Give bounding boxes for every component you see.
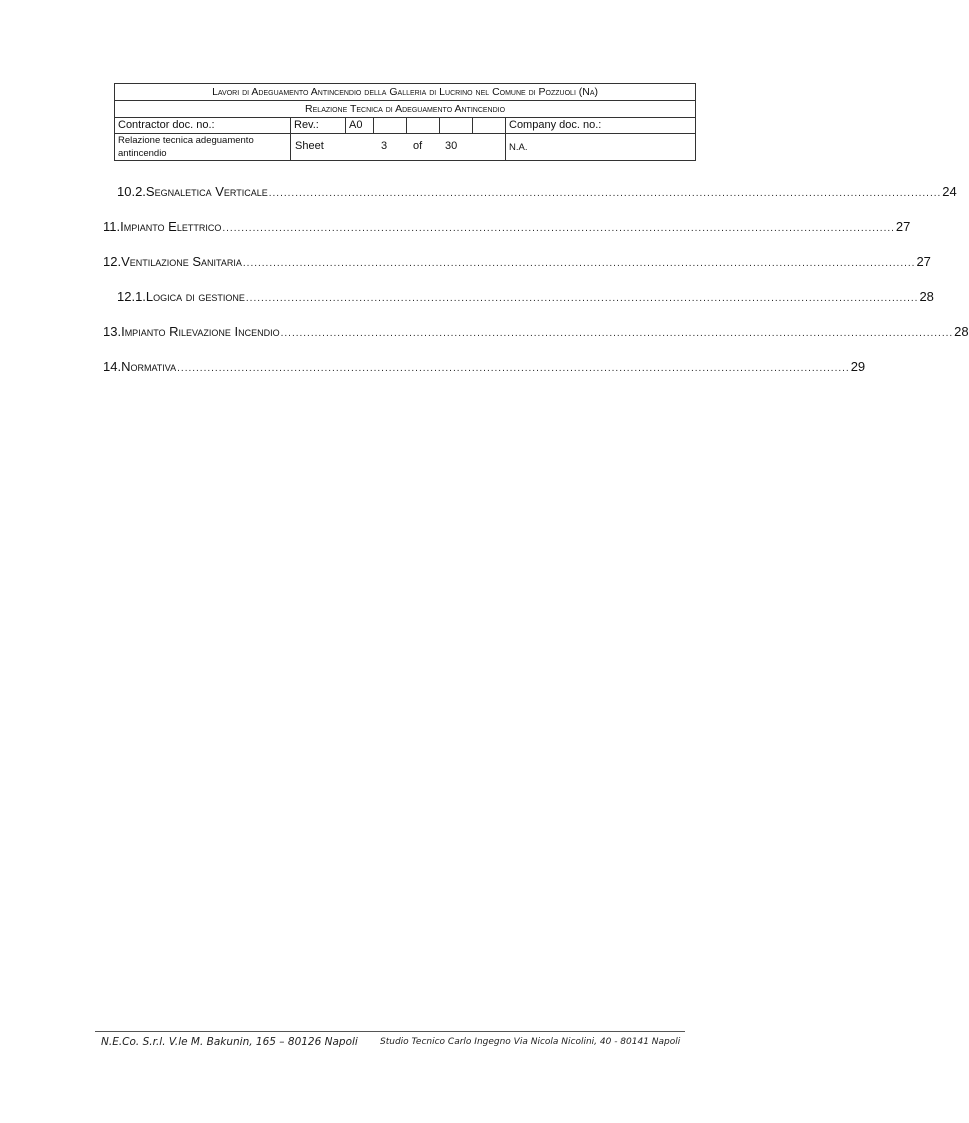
toc-dot-leader: .................................................................................................................................................................................. [242, 258, 916, 269]
document-header-table [114, 83, 696, 161]
rev-empty-cell [440, 118, 473, 134]
sheet-label: Sheet [295, 140, 324, 152]
rev-value: A0 [346, 118, 374, 134]
toc-entry[interactable] [117, 184, 957, 202]
toc-entry-number: 12. [103, 254, 122, 269]
rev-label: Rev.: [291, 118, 346, 134]
contractor-doc-label: Contractor doc. no.: [115, 118, 291, 134]
document-name: Relazione tecnica adeguamento antincendio [115, 134, 291, 161]
toc-entry-number: 11. [103, 219, 121, 234]
toc-entry-page: 24 [942, 184, 957, 199]
toc-entry-number: 13. [103, 324, 122, 339]
sheet-total: 30 [445, 140, 458, 152]
toc-entry-title: Impianto Rilevazione Incendio [121, 324, 280, 339]
footer-company-address: N.E.Co. S.r.l. V.le M. Bakunin, 165 – 80126 Napoli [101, 1036, 358, 1048]
footer-divider [95, 1031, 685, 1032]
document-title: Relazione Tecnica di Adeguamento Antincendio [115, 101, 696, 118]
toc-entry-title: Impianto Elettrico [120, 219, 222, 234]
toc-entry-page: 27 [916, 254, 931, 269]
project-title: Lavori di Adeguamento Antincendio della Galleria di Lucrino nel Comune di Pozzuoli (Na) [115, 84, 696, 101]
toc-dot-leader: .................................................................................................................................................................................. [177, 363, 850, 374]
footer-studio-address: Studio Tecnico Carlo Ingegno Via Nicola Nicolini, 40 - 80141 Napoli [380, 1037, 681, 1047]
rev-empty-cell [473, 118, 506, 134]
toc-entry-page: 28 [919, 289, 934, 304]
sheet-info [291, 134, 506, 161]
toc-entry[interactable] [103, 254, 931, 272]
toc-entry-number: 12.1. [117, 289, 146, 304]
toc-dot-leader: .................................................................................................................................................................................. [280, 328, 954, 339]
toc-entry-number: 10.2. [117, 184, 146, 199]
toc-entry-title: Normativa [121, 359, 177, 374]
toc-entry-title: Logica di gestione [145, 289, 245, 304]
toc-dot-leader: .................................................................................................................................................................................. [245, 293, 919, 304]
toc-entry[interactable] [103, 324, 969, 342]
toc-entry-number: 14. [103, 359, 122, 374]
rev-empty-cell [407, 118, 440, 134]
toc-entry[interactable] [103, 219, 911, 237]
toc-dot-leader: .................................................................................................................................................................................. [268, 188, 942, 199]
sheet-number: 3 [381, 140, 388, 152]
toc-entry-title: Ventilazione Sanitaria [121, 254, 242, 269]
toc-entry[interactable] [117, 289, 934, 307]
company-doc-label: Company doc. no.: [506, 118, 696, 134]
toc-entry[interactable] [103, 359, 866, 377]
toc-entry-page: 28 [954, 324, 969, 339]
toc-entry-page: 27 [895, 219, 911, 234]
toc-entry-page: 29 [850, 359, 866, 374]
rev-empty-cell [374, 118, 407, 134]
toc-entry-title: Segnaletica Verticale [145, 184, 268, 199]
sheet-of-label: of [413, 140, 423, 152]
toc-dot-leader: .................................................................................................................................................................................. [222, 223, 895, 234]
company-doc-value: N.A. [506, 134, 696, 161]
